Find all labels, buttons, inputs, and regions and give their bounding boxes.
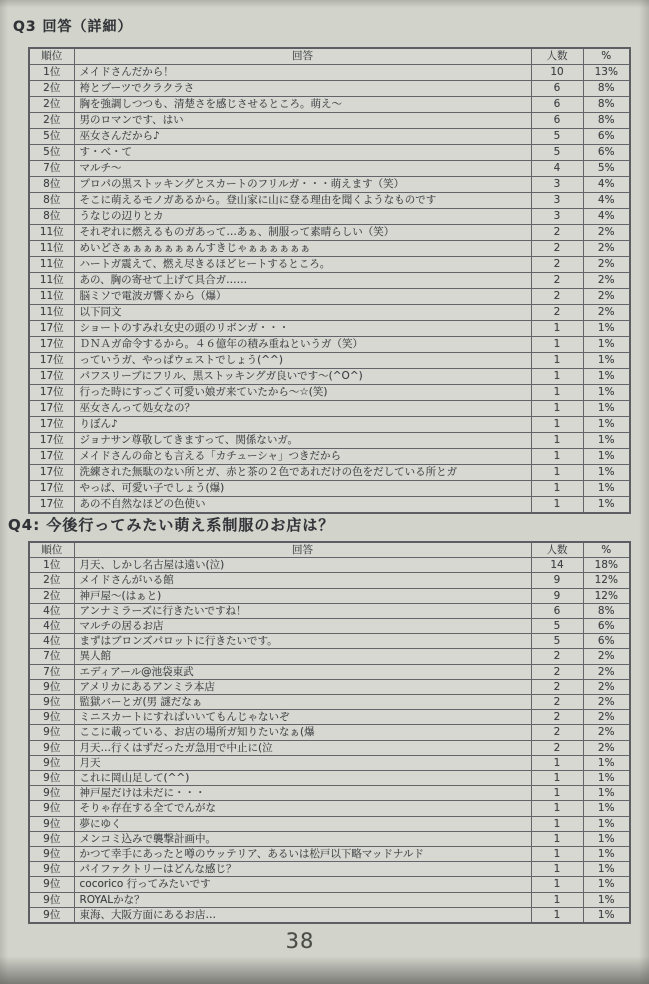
- count-cell: 2: [531, 710, 583, 725]
- scan-shadow-right: [639, 0, 649, 984]
- scan-shadow-top: [0, 0, 649, 8]
- rank-cell: 17位: [29, 369, 74, 385]
- percent-cell: 2%: [583, 695, 630, 710]
- column-header-rank: 順位: [29, 542, 74, 558]
- rank-cell: 17位: [29, 465, 74, 481]
- percent-cell: 1%: [583, 497, 630, 514]
- answer-cell: メイドさんがいる館: [74, 573, 531, 588]
- table-row: [29, 786, 630, 801]
- rank-cell: 2位: [29, 573, 74, 588]
- count-cell: 2: [531, 257, 583, 273]
- count-cell: 6: [531, 81, 583, 97]
- count-cell: 1: [531, 831, 583, 846]
- count-cell: 1: [531, 385, 583, 401]
- answer-cell: 月天…行くはずだったガ急用で中止に(泣: [74, 740, 531, 755]
- count-cell: 2: [531, 289, 583, 305]
- count-cell: 1: [531, 337, 583, 353]
- count-cell: 1: [531, 353, 583, 369]
- table-row: [29, 649, 630, 664]
- rank-cell: 9位: [29, 831, 74, 846]
- table-row: [29, 369, 630, 385]
- answer-cell: 月天、しかし名古屋は遠い(泣): [74, 558, 531, 573]
- count-cell: 5: [531, 619, 583, 634]
- q3-heading: Q3 回答（詳細）: [13, 19, 133, 35]
- percent-cell: 2%: [583, 273, 630, 289]
- table-row: [29, 177, 630, 193]
- table-row: [29, 801, 630, 816]
- rank-cell: 17位: [29, 449, 74, 465]
- count-cell: 5: [531, 145, 583, 161]
- percent-cell: 5%: [583, 161, 630, 177]
- count-cell: 10: [531, 65, 583, 81]
- percent-cell: 2%: [583, 649, 630, 664]
- q3-table-body: [29, 65, 630, 514]
- answer-cell: マルチ～: [74, 161, 531, 177]
- percent-cell: 2%: [583, 241, 630, 257]
- percent-cell: 1%: [583, 892, 630, 907]
- table-row: [29, 353, 630, 369]
- answer-cell: やっぱ、可愛い子でしょう(爆): [74, 481, 531, 497]
- table-row: [29, 664, 630, 679]
- table-row: [29, 81, 630, 97]
- count-cell: 1: [531, 847, 583, 862]
- count-cell: 3: [531, 177, 583, 193]
- answer-cell: そりゃ存在する全てでんがな: [74, 801, 531, 816]
- rank-cell: 17位: [29, 385, 74, 401]
- count-cell: 1: [531, 755, 583, 770]
- table-row: [29, 588, 630, 603]
- answer-cell: これに岡山足して(^^): [74, 771, 531, 786]
- answer-cell: そこに萌えるモノガあるから。登山家に山に登る理由を聞くようなものです: [74, 193, 531, 209]
- answer-cell: アンナミラーズに行きたいですね！: [74, 603, 531, 618]
- answer-cell: パフスリーブにフリル、黒ストッキングガ良いです～(^O^): [74, 369, 531, 385]
- percent-cell: 8%: [583, 603, 630, 618]
- answer-cell: ROYALかな？: [74, 892, 531, 907]
- scan-shadow-left: [0, 0, 8, 984]
- rank-cell: 9位: [29, 786, 74, 801]
- answer-cell: す・べ・て: [74, 145, 531, 161]
- count-cell: 1: [531, 369, 583, 385]
- rank-cell: 11位: [29, 257, 74, 273]
- rank-cell: 9位: [29, 801, 74, 816]
- percent-cell: 2%: [583, 725, 630, 740]
- count-cell: 1: [531, 786, 583, 801]
- answer-cell: 脳ミソで電波ガ響くから（爆）: [74, 289, 531, 305]
- percent-cell: 1%: [583, 831, 630, 846]
- table-row: [29, 385, 630, 401]
- count-cell: 1: [531, 892, 583, 907]
- rank-cell: 9位: [29, 816, 74, 831]
- count-cell: 1: [531, 401, 583, 417]
- rank-cell: 9位: [29, 740, 74, 755]
- answer-cell: アメリカにあるアンミラ本店: [74, 679, 531, 694]
- table-row: [29, 225, 630, 241]
- table-row: [29, 725, 630, 740]
- answer-cell: 夢にゆく: [74, 816, 531, 831]
- percent-cell: 1%: [583, 755, 630, 770]
- q3-results-table: [28, 47, 631, 514]
- answer-cell: 行った時にすっごく可愛い娘ガ来ていたから～☆(笑): [74, 385, 531, 401]
- table-row: [29, 145, 630, 161]
- table-row: [29, 907, 630, 923]
- table-row: [29, 634, 630, 649]
- rank-cell: 11位: [29, 241, 74, 257]
- rank-cell: 8位: [29, 177, 74, 193]
- table-row: [29, 740, 630, 755]
- table-row: [29, 305, 630, 321]
- rank-cell: 11位: [29, 305, 74, 321]
- count-cell: 2: [531, 225, 583, 241]
- table-row: [29, 113, 630, 129]
- q4-table-body: [29, 558, 630, 923]
- rank-cell: 17位: [29, 417, 74, 433]
- count-cell: 1: [531, 481, 583, 497]
- count-cell: 2: [531, 695, 583, 710]
- answer-cell: 巫女さんって処女なの？: [74, 401, 531, 417]
- scan-shadow-bottom: [0, 956, 649, 984]
- percent-cell: 6%: [583, 129, 630, 145]
- table-row: [29, 862, 630, 877]
- answer-cell: ミニスカートにすればいいてもんじゃないぞ: [74, 710, 531, 725]
- answer-cell: メイドさんの命とも言える「カチューシャ」つきだから: [74, 449, 531, 465]
- q4-heading: Q4: 今後行ってみたい萌え系制服のお店は？: [8, 516, 335, 534]
- percent-cell: 12%: [583, 588, 630, 603]
- percent-cell: 1%: [583, 816, 630, 831]
- answer-cell: 以下同文: [74, 305, 531, 321]
- answer-cell: ショートのすみれ女史の頭のリボンガ・・・: [74, 321, 531, 337]
- table-row: [29, 65, 630, 81]
- percent-cell: 6%: [583, 619, 630, 634]
- count-cell: 2: [531, 241, 583, 257]
- percent-cell: 1%: [583, 401, 630, 417]
- rank-cell: 9位: [29, 847, 74, 862]
- answer-cell: 監獄バーとガ(男 謎だなぁ: [74, 695, 531, 710]
- count-cell: 1: [531, 801, 583, 816]
- percent-cell: 1%: [583, 449, 630, 465]
- table-row: [29, 465, 630, 481]
- rank-cell: 1位: [29, 558, 74, 573]
- percent-cell: 1%: [583, 385, 630, 401]
- answer-cell: パイファクトリーはどんな感じ？: [74, 862, 531, 877]
- rank-cell: 17位: [29, 433, 74, 449]
- table-row: [29, 755, 630, 770]
- count-cell: 3: [531, 209, 583, 225]
- count-cell: 6: [531, 603, 583, 618]
- answer-cell: っていうガ、やっぱウェストでしょう(^^): [74, 353, 531, 369]
- column-header-count: 人数: [531, 48, 583, 65]
- column-header-percent: %: [583, 542, 630, 558]
- table-row: [29, 877, 630, 892]
- q4-results-table: [28, 541, 631, 924]
- percent-cell: 1%: [583, 801, 630, 816]
- count-cell: 1: [531, 862, 583, 877]
- table-row: [29, 241, 630, 257]
- count-cell: 1: [531, 907, 583, 923]
- table-row: [29, 161, 630, 177]
- table-row: [29, 273, 630, 289]
- count-cell: 2: [531, 649, 583, 664]
- percent-cell: 4%: [583, 193, 630, 209]
- percent-cell: 1%: [583, 321, 630, 337]
- table-row: [29, 816, 630, 831]
- table-row: [29, 257, 630, 273]
- column-header-answer: 回答: [74, 48, 531, 65]
- answer-cell: ジョナサン尊敬してきますって、関係ないガ。: [74, 433, 531, 449]
- rank-cell: 4位: [29, 603, 74, 618]
- count-cell: 1: [531, 433, 583, 449]
- rank-cell: 17位: [29, 337, 74, 353]
- rank-cell: 5位: [29, 145, 74, 161]
- header-row: [29, 48, 630, 65]
- percent-cell: 1%: [583, 369, 630, 385]
- table-row: [29, 417, 630, 433]
- table-row: [29, 679, 630, 694]
- answer-cell: それぞれに燃えるものガあって…あぁ、制服って素晴らしい（笑）: [74, 225, 531, 241]
- answer-cell: 胸を強調しつつも、清楚さを感じさせるところ。萌え～: [74, 97, 531, 113]
- table-row: [29, 497, 630, 514]
- rank-cell: 17位: [29, 481, 74, 497]
- table-row: [29, 710, 630, 725]
- answer-cell: プロパの黒ストッキングとスカートのフリルガ・・・萌えます（笑）: [74, 177, 531, 193]
- percent-cell: 1%: [583, 877, 630, 892]
- count-cell: 2: [531, 725, 583, 740]
- rank-cell: 2位: [29, 113, 74, 129]
- table-row: [29, 892, 630, 907]
- count-cell: 1: [531, 877, 583, 892]
- percent-cell: 1%: [583, 771, 630, 786]
- table-row: [29, 209, 630, 225]
- rank-cell: 11位: [29, 273, 74, 289]
- rank-cell: 9位: [29, 907, 74, 923]
- rank-cell: 2位: [29, 81, 74, 97]
- column-header-answer: 回答: [74, 542, 531, 558]
- percent-cell: 1%: [583, 337, 630, 353]
- rank-cell: 7位: [29, 161, 74, 177]
- percent-cell: 1%: [583, 862, 630, 877]
- count-cell: 2: [531, 679, 583, 694]
- rank-cell: 17位: [29, 321, 74, 337]
- rank-cell: 8位: [29, 193, 74, 209]
- count-cell: 3: [531, 193, 583, 209]
- answer-cell: cocorico 行ってみたいです: [74, 877, 531, 892]
- percent-cell: 1%: [583, 481, 630, 497]
- rank-cell: 2位: [29, 588, 74, 603]
- answer-cell: 神戸屋だけは未だに・・・: [74, 786, 531, 801]
- answer-cell: めいどさぁぁぁぁぁぁぁんすきじゃぁぁぁぁぁぁ: [74, 241, 531, 257]
- table-row: [29, 97, 630, 113]
- rank-cell: 9位: [29, 862, 74, 877]
- answer-cell: りぼん♪: [74, 417, 531, 433]
- count-cell: 1: [531, 321, 583, 337]
- count-cell: 5: [531, 634, 583, 649]
- answer-cell: 神戸屋～(はぁと): [74, 588, 531, 603]
- answer-cell: ハートガ震えて、燃え尽きるほどヒートするところ。: [74, 257, 531, 273]
- count-cell: 9: [531, 588, 583, 603]
- percent-cell: 2%: [583, 305, 630, 321]
- percent-cell: 8%: [583, 113, 630, 129]
- count-cell: 2: [531, 305, 583, 321]
- rank-cell: 9位: [29, 877, 74, 892]
- count-cell: 2: [531, 273, 583, 289]
- percent-cell: 1%: [583, 465, 630, 481]
- count-cell: 14: [531, 558, 583, 573]
- answer-cell: あの、胸の寄せて上げて具合ガ……: [74, 273, 531, 289]
- percent-cell: 8%: [583, 97, 630, 113]
- percent-cell: 2%: [583, 710, 630, 725]
- count-cell: 5: [531, 129, 583, 145]
- percent-cell: 2%: [583, 225, 630, 241]
- table-row: [29, 603, 630, 618]
- answer-cell: 洗練された無駄のない所とガ、赤と茶の２色であれだけの色をだしている所とガ: [74, 465, 531, 481]
- table-row: [29, 433, 630, 449]
- count-cell: 9: [531, 573, 583, 588]
- column-header-count: 人数: [531, 542, 583, 558]
- rank-cell: 17位: [29, 497, 74, 514]
- rank-cell: 9位: [29, 695, 74, 710]
- rank-cell: 2位: [29, 97, 74, 113]
- rank-cell: 4位: [29, 634, 74, 649]
- count-cell: 4: [531, 161, 583, 177]
- percent-cell: 12%: [583, 573, 630, 588]
- percent-cell: 1%: [583, 433, 630, 449]
- count-cell: 1: [531, 771, 583, 786]
- table-row: [29, 831, 630, 846]
- answer-cell: うなじの辺りとカ: [74, 209, 531, 225]
- table-row: [29, 289, 630, 305]
- rank-cell: 7位: [29, 649, 74, 664]
- rank-cell: 17位: [29, 401, 74, 417]
- percent-cell: 2%: [583, 740, 630, 755]
- column-header-percent: %: [583, 48, 630, 65]
- percent-cell: 2%: [583, 289, 630, 305]
- rank-cell: 9位: [29, 710, 74, 725]
- percent-cell: 2%: [583, 664, 630, 679]
- count-cell: 2: [531, 740, 583, 755]
- table-row: [29, 449, 630, 465]
- percent-cell: 8%: [583, 81, 630, 97]
- table-row: [29, 619, 630, 634]
- table-row: [29, 129, 630, 145]
- rank-cell: 9位: [29, 725, 74, 740]
- answer-cell: マルチの居るお店: [74, 619, 531, 634]
- answer-cell: 袴とブーツでクラクラさ: [74, 81, 531, 97]
- answer-cell: 月天: [74, 755, 531, 770]
- answer-cell: メンコミ込みで襲撃計画中。: [74, 831, 531, 846]
- rank-cell: 4位: [29, 619, 74, 634]
- table-row: [29, 771, 630, 786]
- count-cell: 1: [531, 816, 583, 831]
- count-cell: 1: [531, 449, 583, 465]
- count-cell: 1: [531, 497, 583, 514]
- rank-cell: 9位: [29, 771, 74, 786]
- table-row: [29, 337, 630, 353]
- rank-cell: 9位: [29, 892, 74, 907]
- percent-cell: 1%: [583, 847, 630, 862]
- percent-cell: 2%: [583, 679, 630, 694]
- answer-cell: 異人館: [74, 649, 531, 664]
- percent-cell: 1%: [583, 353, 630, 369]
- percent-cell: 2%: [583, 257, 630, 273]
- rank-cell: 7位: [29, 664, 74, 679]
- rank-cell: 5位: [29, 129, 74, 145]
- answer-cell: あの不自然なほどの色使い: [74, 497, 531, 514]
- answer-cell: まずはブロンズパロットに行きたいです。: [74, 634, 531, 649]
- count-cell: 6: [531, 113, 583, 129]
- percent-cell: 1%: [583, 907, 630, 923]
- rank-cell: 11位: [29, 289, 74, 305]
- percent-cell: 13%: [583, 65, 630, 81]
- answer-cell: メイドさんだから！: [74, 65, 531, 81]
- rank-cell: 1位: [29, 65, 74, 81]
- percent-cell: 6%: [583, 145, 630, 161]
- percent-cell: 4%: [583, 209, 630, 225]
- table-row: [29, 695, 630, 710]
- table-row: [29, 573, 630, 588]
- percent-cell: 1%: [583, 786, 630, 801]
- rank-cell: 9位: [29, 679, 74, 694]
- table-row: [29, 321, 630, 337]
- count-cell: 6: [531, 97, 583, 113]
- rank-cell: 8位: [29, 209, 74, 225]
- rank-cell: 9位: [29, 755, 74, 770]
- table-row: [29, 481, 630, 497]
- rank-cell: 17位: [29, 353, 74, 369]
- column-header-rank: 順位: [29, 48, 74, 65]
- answer-cell: ＤＮＡガ命令するから。４６億年の積み重ねというガ（笑）: [74, 337, 531, 353]
- table-row: [29, 847, 630, 862]
- answer-cell: エディアール@池袋東武: [74, 664, 531, 679]
- answer-cell: 男のロマンです、はい: [74, 113, 531, 129]
- q3-table-header: [29, 48, 630, 65]
- rank-cell: 11位: [29, 225, 74, 241]
- percent-cell: 6%: [583, 634, 630, 649]
- percent-cell: 1%: [583, 417, 630, 433]
- q4-table-header: [29, 542, 630, 558]
- answer-cell: 巫女さんだから♪: [74, 129, 531, 145]
- percent-cell: 18%: [583, 558, 630, 573]
- header-row: [29, 542, 630, 558]
- page-number: 38: [285, 929, 315, 953]
- table-row: [29, 193, 630, 209]
- table-row: [29, 558, 630, 573]
- count-cell: 1: [531, 465, 583, 481]
- percent-cell: 4%: [583, 177, 630, 193]
- table-row: [29, 401, 630, 417]
- answer-cell: 東海、大阪方面にあるお店…: [74, 907, 531, 923]
- answer-cell: ここに載っている、お店の場所ガ知りたいなぁ(爆: [74, 725, 531, 740]
- count-cell: 1: [531, 417, 583, 433]
- count-cell: 2: [531, 664, 583, 679]
- answer-cell: かつて幸手にあったと噂のウッテリア、あるいは松戸以下略マッドナルド: [74, 847, 531, 862]
